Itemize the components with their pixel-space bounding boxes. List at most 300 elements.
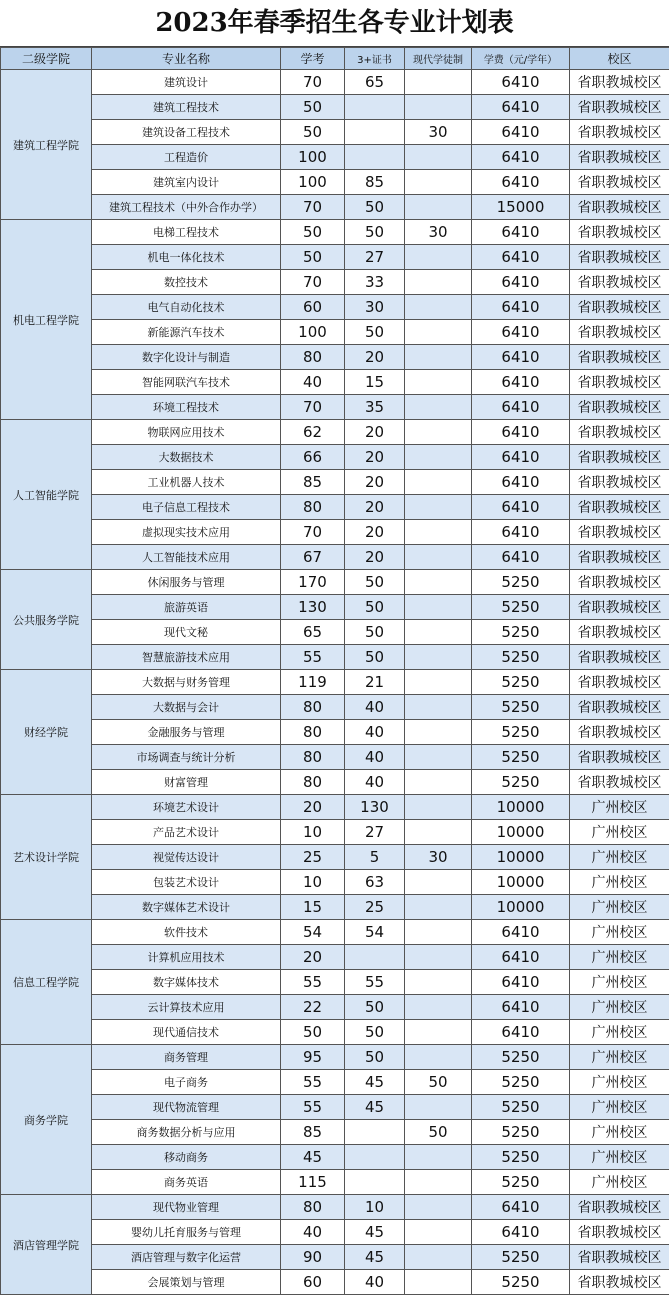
table-row [1, 495, 669, 520]
header-major: 专业名称 [92, 48, 281, 70]
tuition-cell: 6410 [472, 1195, 570, 1220]
tuition-cell: 6410 [472, 245, 570, 270]
xuekao-cell: 50 [281, 95, 345, 120]
apprenticeship-cell [405, 795, 472, 820]
campus-cell: 省职教城校区 [570, 1220, 669, 1245]
apprenticeship-cell [405, 620, 472, 645]
certificate-cell: 20 [345, 445, 405, 470]
certificate-cell: 40 [345, 720, 405, 745]
college-cell: 商务学院 [1, 1045, 92, 1195]
table-row [1, 745, 669, 770]
table-row [1, 1020, 669, 1045]
apprenticeship-cell [405, 95, 472, 120]
apprenticeship-cell [405, 1270, 472, 1295]
campus-cell: 省职教城校区 [570, 195, 669, 220]
major-cell: 大数据与财务管理 [92, 670, 281, 695]
certificate-cell: 50 [345, 995, 405, 1020]
xuekao-cell: 80 [281, 770, 345, 795]
xuekao-cell: 80 [281, 1195, 345, 1220]
xuekao-cell: 85 [281, 1120, 345, 1145]
table-row [1, 920, 669, 945]
campus-cell: 广州校区 [570, 845, 669, 870]
certificate-cell: 45 [345, 1070, 405, 1095]
table-row [1, 145, 669, 170]
apprenticeship-cell [405, 245, 472, 270]
tuition-cell: 6410 [472, 470, 570, 495]
campus-cell: 省职教城校区 [570, 1245, 669, 1270]
major-cell: 商务管理 [92, 1045, 281, 1070]
apprenticeship-cell [405, 445, 472, 470]
apprenticeship-cell [405, 670, 472, 695]
table-row [1, 1045, 669, 1070]
campus-cell: 省职教城校区 [570, 95, 669, 120]
certificate-cell: 27 [345, 820, 405, 845]
tuition-cell: 6410 [472, 120, 570, 145]
apprenticeship-cell [405, 770, 472, 795]
header-campus: 校区 [570, 48, 669, 70]
campus-cell: 省职教城校区 [570, 670, 669, 695]
apprenticeship-cell [405, 895, 472, 920]
xuekao-cell: 54 [281, 920, 345, 945]
xuekao-cell: 70 [281, 195, 345, 220]
tuition-cell: 5250 [472, 1045, 570, 1070]
tuition-cell: 6410 [472, 945, 570, 970]
campus-cell: 广州校区 [570, 995, 669, 1020]
table-row [1, 195, 669, 220]
campus-cell: 广州校区 [570, 945, 669, 970]
apprenticeship-cell [405, 570, 472, 595]
apprenticeship-cell [405, 645, 472, 670]
apprenticeship-cell [405, 370, 472, 395]
certificate-cell: 20 [345, 470, 405, 495]
table-row [1, 795, 669, 820]
xuekao-cell: 50 [281, 1020, 345, 1045]
xuekao-cell: 80 [281, 695, 345, 720]
table-row [1, 295, 669, 320]
major-cell: 数字媒体艺术设计 [92, 895, 281, 920]
certificate-cell: 45 [345, 1245, 405, 1270]
certificate-cell: 50 [345, 620, 405, 645]
xuekao-cell: 40 [281, 370, 345, 395]
tuition-cell: 6410 [472, 345, 570, 370]
major-cell: 数字媒体技术 [92, 970, 281, 995]
table-row [1, 70, 669, 95]
tuition-cell: 5250 [472, 770, 570, 795]
table-row [1, 1070, 669, 1095]
campus-cell: 省职教城校区 [570, 720, 669, 745]
table-row [1, 845, 669, 870]
table-row [1, 1145, 669, 1170]
certificate-cell [345, 1120, 405, 1145]
certificate-cell: 40 [345, 695, 405, 720]
major-cell: 市场调查与统计分析 [92, 745, 281, 770]
campus-cell: 广州校区 [570, 1070, 669, 1095]
apprenticeship-cell [405, 920, 472, 945]
apprenticeship-cell [405, 70, 472, 95]
certificate-cell: 40 [345, 1270, 405, 1295]
campus-cell: 省职教城校区 [570, 495, 669, 520]
tuition-cell: 6410 [472, 95, 570, 120]
campus-cell: 广州校区 [570, 1120, 669, 1145]
apprenticeship-cell [405, 870, 472, 895]
certificate-cell: 45 [345, 1220, 405, 1245]
xuekao-cell: 119 [281, 670, 345, 695]
tuition-cell: 5250 [472, 1095, 570, 1120]
tuition-cell: 5250 [472, 1120, 570, 1145]
campus-cell: 省职教城校区 [570, 145, 669, 170]
table-row [1, 420, 669, 445]
campus-cell: 省职教城校区 [570, 1195, 669, 1220]
certificate-cell: 15 [345, 370, 405, 395]
campus-cell: 省职教城校区 [570, 470, 669, 495]
campus-cell: 省职教城校区 [570, 220, 669, 245]
table-row [1, 670, 669, 695]
header-college: 二级学院 [1, 48, 92, 70]
xuekao-cell: 40 [281, 1220, 345, 1245]
apprenticeship-cell [405, 145, 472, 170]
apprenticeship-cell [405, 495, 472, 520]
table-row [1, 545, 669, 570]
xuekao-cell: 65 [281, 620, 345, 645]
apprenticeship-cell [405, 595, 472, 620]
college-cell: 信息工程学院 [1, 920, 92, 1045]
table-row [1, 770, 669, 795]
certificate-cell: 40 [345, 745, 405, 770]
major-cell: 环境艺术设计 [92, 795, 281, 820]
campus-cell: 省职教城校区 [570, 770, 669, 795]
tuition-cell: 5250 [472, 595, 570, 620]
xuekao-cell: 130 [281, 595, 345, 620]
major-cell: 金融服务与管理 [92, 720, 281, 745]
major-cell: 酒店管理与数字化运营 [92, 1245, 281, 1270]
xuekao-cell: 60 [281, 1270, 345, 1295]
apprenticeship-cell: 30 [405, 120, 472, 145]
campus-cell: 省职教城校区 [570, 1270, 669, 1295]
campus-cell: 广州校区 [570, 870, 669, 895]
certificate-cell: 40 [345, 770, 405, 795]
major-cell: 环境工程技术 [92, 395, 281, 420]
campus-cell: 省职教城校区 [570, 170, 669, 195]
xuekao-cell: 10 [281, 820, 345, 845]
college-cell: 酒店管理学院 [1, 1195, 92, 1295]
certificate-cell: 63 [345, 870, 405, 895]
table-row [1, 970, 669, 995]
major-cell: 计算机应用技术 [92, 945, 281, 970]
apprenticeship-cell [405, 1095, 472, 1120]
certificate-cell: 50 [345, 1020, 405, 1045]
xuekao-cell: 115 [281, 1170, 345, 1195]
tuition-cell: 6410 [472, 920, 570, 945]
campus-cell: 广州校区 [570, 820, 669, 845]
certificate-cell: 50 [345, 595, 405, 620]
major-cell: 虚拟现实技术应用 [92, 520, 281, 545]
major-cell: 智慧旅游技术应用 [92, 645, 281, 670]
major-cell: 智能网联汽车技术 [92, 370, 281, 395]
apprenticeship-cell [405, 270, 472, 295]
table-row [1, 720, 669, 745]
certificate-cell: 27 [345, 245, 405, 270]
tuition-cell: 5250 [472, 1170, 570, 1195]
table-row [1, 570, 669, 595]
tuition-cell: 5250 [472, 645, 570, 670]
major-cell: 产品艺术设计 [92, 820, 281, 845]
table-row [1, 695, 669, 720]
apprenticeship-cell [405, 970, 472, 995]
college-cell: 财经学院 [1, 670, 92, 795]
major-cell: 建筑室内设计 [92, 170, 281, 195]
apprenticeship-cell: 30 [405, 220, 472, 245]
tuition-cell: 10000 [472, 795, 570, 820]
campus-cell: 省职教城校区 [570, 520, 669, 545]
tuition-cell: 5250 [472, 620, 570, 645]
certificate-cell: 20 [345, 520, 405, 545]
major-cell: 大数据技术 [92, 445, 281, 470]
xuekao-cell: 100 [281, 145, 345, 170]
tuition-cell: 6410 [472, 395, 570, 420]
campus-cell: 省职教城校区 [570, 245, 669, 270]
certificate-cell [345, 145, 405, 170]
college-cell: 艺术设计学院 [1, 795, 92, 920]
table-row [1, 1270, 669, 1295]
tuition-cell: 6410 [472, 1220, 570, 1245]
campus-cell: 省职教城校区 [570, 695, 669, 720]
tuition-cell: 5250 [472, 1145, 570, 1170]
tuition-cell: 6410 [472, 220, 570, 245]
major-cell: 现代物业管理 [92, 1195, 281, 1220]
table-row [1, 120, 669, 145]
xuekao-cell: 70 [281, 395, 345, 420]
campus-cell: 省职教城校区 [570, 745, 669, 770]
tuition-cell: 15000 [472, 195, 570, 220]
major-cell: 新能源汽车技术 [92, 320, 281, 345]
certificate-cell: 20 [345, 545, 405, 570]
xuekao-cell: 55 [281, 970, 345, 995]
campus-cell: 广州校区 [570, 920, 669, 945]
campus-cell: 广州校区 [570, 970, 669, 995]
xuekao-cell: 55 [281, 645, 345, 670]
major-cell: 会展策划与管理 [92, 1270, 281, 1295]
table-row [1, 395, 669, 420]
major-cell: 软件技术 [92, 920, 281, 945]
campus-cell: 省职教城校区 [570, 545, 669, 570]
major-cell: 财富管理 [92, 770, 281, 795]
table-row [1, 345, 669, 370]
enrollment-plan-table [0, 47, 669, 1295]
xuekao-cell: 100 [281, 170, 345, 195]
tuition-cell: 6410 [472, 995, 570, 1020]
major-cell: 电子商务 [92, 1070, 281, 1095]
xuekao-cell: 50 [281, 220, 345, 245]
xuekao-cell: 62 [281, 420, 345, 445]
table-row [1, 520, 669, 545]
campus-cell: 广州校区 [570, 1170, 669, 1195]
major-cell: 数控技术 [92, 270, 281, 295]
campus-cell: 广州校区 [570, 1145, 669, 1170]
xuekao-cell: 55 [281, 1070, 345, 1095]
apprenticeship-cell [405, 745, 472, 770]
xuekao-cell: 60 [281, 295, 345, 320]
tuition-cell: 6410 [472, 420, 570, 445]
major-cell: 物联网应用技术 [92, 420, 281, 445]
major-cell: 休闲服务与管理 [92, 570, 281, 595]
apprenticeship-cell [405, 395, 472, 420]
page-title: 2023年春季招生各专业计划表 [0, 0, 669, 47]
xuekao-cell: 70 [281, 520, 345, 545]
major-cell: 数字化设计与制造 [92, 345, 281, 370]
certificate-cell: 21 [345, 670, 405, 695]
apprenticeship-cell [405, 195, 472, 220]
table-row [1, 270, 669, 295]
xuekao-cell: 20 [281, 945, 345, 970]
tuition-cell: 6410 [472, 545, 570, 570]
header-xuekao: 学考 [281, 48, 345, 70]
major-cell: 现代通信技术 [92, 1020, 281, 1045]
campus-cell: 省职教城校区 [570, 445, 669, 470]
major-cell: 电梯工程技术 [92, 220, 281, 245]
major-cell: 商务英语 [92, 1170, 281, 1195]
certificate-cell [345, 1145, 405, 1170]
table-row [1, 945, 669, 970]
certificate-cell: 50 [345, 645, 405, 670]
major-cell: 移动商务 [92, 1145, 281, 1170]
campus-cell: 省职教城校区 [570, 370, 669, 395]
tuition-cell: 6410 [472, 320, 570, 345]
tuition-cell: 6410 [472, 295, 570, 320]
apprenticeship-cell [405, 1045, 472, 1070]
xuekao-cell: 67 [281, 545, 345, 570]
certificate-cell: 54 [345, 920, 405, 945]
certificate-cell: 50 [345, 1045, 405, 1070]
campus-cell: 广州校区 [570, 795, 669, 820]
apprenticeship-cell: 30 [405, 845, 472, 870]
xuekao-cell: 15 [281, 895, 345, 920]
certificate-cell: 20 [345, 495, 405, 520]
apprenticeship-cell [405, 420, 472, 445]
certificate-cell: 33 [345, 270, 405, 295]
table-row [1, 445, 669, 470]
major-cell: 机电一体化技术 [92, 245, 281, 270]
table-row [1, 1245, 669, 1270]
tuition-cell: 5250 [472, 720, 570, 745]
campus-cell: 省职教城校区 [570, 345, 669, 370]
tuition-cell: 5250 [472, 1270, 570, 1295]
campus-cell: 省职教城校区 [570, 320, 669, 345]
apprenticeship-cell [405, 945, 472, 970]
certificate-cell: 65 [345, 70, 405, 95]
certificate-cell: 10 [345, 1195, 405, 1220]
table-row [1, 95, 669, 120]
xuekao-cell: 25 [281, 845, 345, 870]
campus-cell: 省职教城校区 [570, 70, 669, 95]
xuekao-cell: 22 [281, 995, 345, 1020]
major-cell: 工业机器人技术 [92, 470, 281, 495]
campus-cell: 省职教城校区 [570, 420, 669, 445]
campus-cell: 广州校区 [570, 1095, 669, 1120]
table-row [1, 320, 669, 345]
certificate-cell: 50 [345, 570, 405, 595]
xuekao-cell: 45 [281, 1145, 345, 1170]
tuition-cell: 6410 [472, 70, 570, 95]
xuekao-cell: 170 [281, 570, 345, 595]
tuition-cell: 5250 [472, 1245, 570, 1270]
apprenticeship-cell: 50 [405, 1120, 472, 1145]
xuekao-cell: 20 [281, 795, 345, 820]
table-row [1, 895, 669, 920]
header-row [1, 48, 669, 70]
campus-cell: 广州校区 [570, 895, 669, 920]
table-row [1, 220, 669, 245]
table-row [1, 1195, 669, 1220]
apprenticeship-cell [405, 545, 472, 570]
certificate-cell: 50 [345, 220, 405, 245]
header-apprenticeship: 现代学徒制 [405, 48, 472, 70]
certificate-cell: 45 [345, 1095, 405, 1120]
tuition-cell: 5250 [472, 670, 570, 695]
tuition-cell: 6410 [472, 145, 570, 170]
campus-cell: 省职教城校区 [570, 570, 669, 595]
xuekao-cell: 80 [281, 720, 345, 745]
campus-cell: 省职教城校区 [570, 295, 669, 320]
apprenticeship-cell [405, 1195, 472, 1220]
certificate-cell [345, 1170, 405, 1195]
major-cell: 工程造价 [92, 145, 281, 170]
college-cell: 机电工程学院 [1, 220, 92, 420]
certificate-cell: 50 [345, 195, 405, 220]
major-cell: 大数据与会计 [92, 695, 281, 720]
major-cell: 现代物流管理 [92, 1095, 281, 1120]
certificate-cell: 5 [345, 845, 405, 870]
apprenticeship-cell [405, 345, 472, 370]
certificate-cell: 50 [345, 320, 405, 345]
tuition-cell: 6410 [472, 495, 570, 520]
campus-cell: 广州校区 [570, 1020, 669, 1045]
certificate-cell: 35 [345, 395, 405, 420]
campus-cell: 省职教城校区 [570, 395, 669, 420]
major-cell: 建筑工程技术 [92, 95, 281, 120]
xuekao-cell: 70 [281, 70, 345, 95]
xuekao-cell: 70 [281, 270, 345, 295]
major-cell: 婴幼儿托育服务与管理 [92, 1220, 281, 1245]
apprenticeship-cell: 50 [405, 1070, 472, 1095]
major-cell: 建筑工程技术（中外合作办学） [92, 195, 281, 220]
tuition-cell: 6410 [472, 445, 570, 470]
xuekao-cell: 10 [281, 870, 345, 895]
tuition-cell: 5250 [472, 1070, 570, 1095]
certificate-cell: 130 [345, 795, 405, 820]
table-row [1, 370, 669, 395]
campus-cell: 广州校区 [570, 1045, 669, 1070]
xuekao-cell: 95 [281, 1045, 345, 1070]
tuition-cell: 5250 [472, 570, 570, 595]
xuekao-cell: 50 [281, 245, 345, 270]
major-cell: 旅游英语 [92, 595, 281, 620]
table-row [1, 995, 669, 1020]
tuition-cell: 6410 [472, 1020, 570, 1045]
college-cell: 建筑工程学院 [1, 70, 92, 220]
apprenticeship-cell [405, 320, 472, 345]
tuition-cell: 6410 [472, 520, 570, 545]
apprenticeship-cell [405, 820, 472, 845]
certificate-cell: 30 [345, 295, 405, 320]
xuekao-cell: 55 [281, 1095, 345, 1120]
apprenticeship-cell [405, 1020, 472, 1045]
xuekao-cell: 80 [281, 495, 345, 520]
major-cell: 包装艺术设计 [92, 870, 281, 895]
tuition-cell: 6410 [472, 270, 570, 295]
apprenticeship-cell [405, 995, 472, 1020]
certificate-cell [345, 120, 405, 145]
apprenticeship-cell [405, 520, 472, 545]
